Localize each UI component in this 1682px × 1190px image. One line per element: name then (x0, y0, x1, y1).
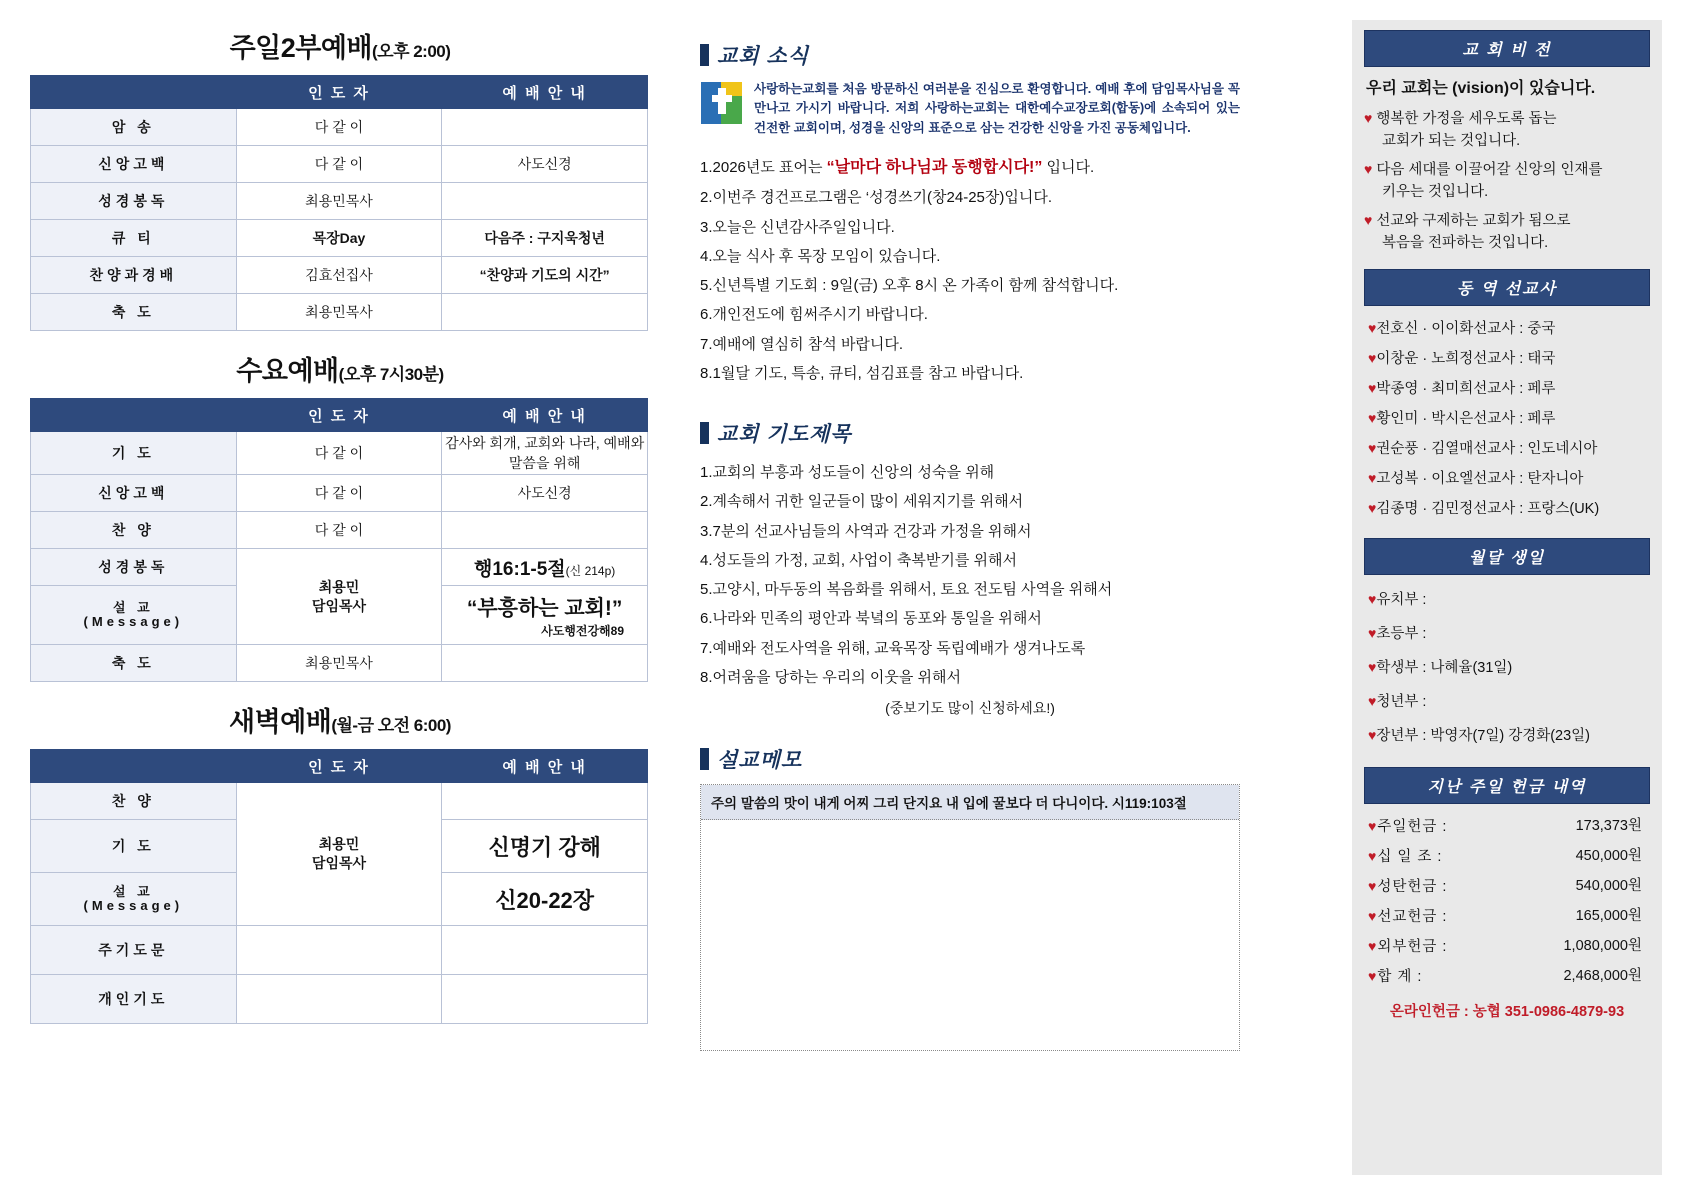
scripture-page: (신 214p) (565, 563, 616, 578)
service-subtitle-text: (월-금 오전 6:00) (331, 716, 451, 735)
notice-number: 1. (700, 159, 713, 177)
row-label: 찬 양 (31, 512, 237, 549)
service-block-dawn (30, 700, 650, 1024)
heart-icon: ♥ (1368, 818, 1378, 835)
birthday-group: 장년부 : 박영자(7일) 강경화(23일) (1376, 728, 1591, 745)
missionary-name: 황인미 · 박시은선교사 : 페루 (1376, 410, 1556, 427)
service-title-text: 주일2부예배 (229, 33, 372, 63)
col-head-blank (31, 750, 237, 783)
list-item (700, 359, 1240, 388)
list-item (700, 183, 1240, 212)
col-head-blank (31, 399, 237, 432)
row-label: 축 도 (31, 294, 237, 331)
heart-icon: ♥ (1368, 439, 1377, 456)
row-leader: 최용민목사 (236, 294, 442, 331)
table-row (31, 432, 648, 475)
section-header-memo (700, 744, 1240, 774)
heart-icon: ♥ (1368, 908, 1378, 925)
row-info: 다음주 : 구지욱청년 (442, 220, 648, 257)
list-item: 1.교회의 부흥과 성도들이 신앙의 성숙을 위해 (700, 464, 995, 482)
table-row (31, 183, 648, 220)
heart-icon: ♥ (1368, 658, 1377, 675)
row-label: 기 도 (31, 432, 237, 475)
service-table-sunday (30, 75, 648, 331)
col-head-info: 예 배 안 내 (442, 750, 648, 783)
service-title-text: 새벽예배 (229, 707, 332, 737)
list-item (1364, 374, 1650, 404)
row-label: 찬양과경배 (31, 257, 237, 294)
notice-list (700, 152, 1240, 388)
offering-amount: 540,000원 (1575, 878, 1642, 895)
notice-text: 오늘은 신년감사주일입니다. (712, 218, 895, 236)
service-block-sunday (30, 26, 650, 331)
offering-name: ♥성탄헌금 : (1368, 878, 1448, 896)
row-leader: 다 같 이 (236, 512, 442, 549)
table-row (31, 512, 648, 549)
bible-icon (700, 80, 744, 126)
list-item (700, 152, 1240, 183)
row-info: “찬양과 기도의 시간” (442, 257, 648, 294)
heart-icon: ♥ (1368, 968, 1378, 985)
list-item (1364, 617, 1650, 651)
table-row (1364, 842, 1650, 872)
missionary-name: 고성복 · 이요엘선교사 : 탄자니아 (1376, 470, 1584, 487)
notice-number: 8. (700, 364, 713, 382)
heart-icon: ♥ (1364, 211, 1373, 228)
section-title-news: 교회 소식 (717, 45, 809, 68)
notice-number: 7. (700, 335, 713, 353)
row-label: 개인기도 (31, 975, 237, 1024)
row-label: 축 도 (31, 645, 237, 682)
leader-role: 담임목사 (311, 597, 367, 614)
offering-amount: 2,468,000원 (1563, 968, 1642, 985)
row-info: 사도신경 (442, 146, 648, 183)
online-offering-info: 온라인헌금 : 농협 351-0986-4879-93 (1389, 1004, 1625, 1021)
heart-icon: ♥ (1364, 110, 1373, 126)
list-item (1364, 434, 1650, 464)
table-row (31, 926, 648, 975)
table-row (31, 294, 648, 331)
heart-icon: ♥ (1368, 349, 1377, 366)
list-item (1364, 314, 1650, 344)
heart-icon: ♥ (1368, 624, 1377, 641)
leader-role: 담임목사 (311, 855, 367, 871)
row-label: 신앙고백 (31, 146, 237, 183)
col-head-leader: 인 도 자 (236, 76, 442, 109)
row-label: 성경봉독 (31, 549, 237, 586)
offering-name: ♥외부헌금 : (1368, 938, 1448, 956)
row-info: 감사와 회개, 교회와 나라, 예배와 말씀을 위해 (442, 432, 648, 475)
row-info (442, 512, 648, 549)
heart-icon: ♥ (1368, 499, 1377, 516)
service-block-wednesday (30, 349, 650, 682)
list-item (1364, 108, 1650, 153)
list-item: 5.고양시, 마두동의 복음화를 위해서, 토요 전도팀 사역을 위해서 (700, 581, 1113, 599)
scripture-ref: 행16:1-5절 (474, 558, 566, 580)
row-info: 사도신경 (442, 475, 648, 512)
birthday-group: 유치부 : (1376, 591, 1427, 608)
heart-icon: ♥ (1368, 590, 1377, 607)
birthday-group: 청년부 : (1376, 694, 1427, 710)
vision-block (1364, 30, 1650, 255)
row-label: 성경봉독 (31, 183, 237, 220)
list-item (1364, 464, 1650, 494)
birthday-group: 초등부 : (1376, 625, 1427, 642)
service-table-wednesday (30, 398, 648, 682)
notice-number: 3. (700, 218, 713, 236)
col-head-blank (31, 76, 237, 109)
row-label: 주기도문 (31, 926, 237, 975)
list-item (1364, 685, 1650, 719)
notice-text: 신년특별 기도회 : 9일(금) 오후 8시 온 가족이 함께 참석합니다. (712, 277, 1119, 295)
vision-item-line2: 복음을 전파하는 것입니다. (1382, 235, 1549, 252)
row-leader-merged (236, 783, 442, 926)
row-label: 기 도 (31, 820, 237, 873)
right-column (1352, 20, 1662, 1175)
section-header-news (700, 40, 1240, 70)
list-item (1364, 404, 1650, 434)
leader-name: 최용민 (318, 578, 360, 595)
offering-amount: 165,000원 (1575, 908, 1642, 925)
missionary-title: 동 역 선교사 (1364, 269, 1650, 306)
vision-item-line2: 키우는 것입니다. (1382, 184, 1489, 201)
service-title-text: 수요예배 (236, 356, 339, 386)
list-item (1364, 344, 1650, 374)
prayer-note: (중보기도 많이 신청하세요!) (885, 700, 1055, 717)
offering-amount: 450,000원 (1575, 848, 1642, 865)
service-subtitle-text: (오후 7시30분) (338, 365, 444, 384)
table-row (31, 220, 648, 257)
memo-verse-text: 주의 말씀의 맛이 내게 어찌 그리 단지요 내 입에 꿀보다 더 다니이다. 시119:103절 (701, 785, 1239, 820)
vision-item-line1: 선교와 구제하는 교회가 됨으로 (1376, 212, 1571, 229)
notice-text: 오늘 식사 후 목장 모임이 있습니다. (712, 247, 941, 265)
notice-text: 예배에 열심히 참석 바랍니다. (712, 335, 904, 353)
heart-icon: ♥ (1368, 469, 1377, 486)
row-label: 찬 양 (31, 783, 237, 820)
table-row (31, 109, 648, 146)
table-row-scripture (31, 549, 648, 586)
row-leader (236, 926, 442, 975)
table-row (1364, 872, 1650, 902)
list-item (1364, 719, 1650, 753)
table-header-row (31, 76, 648, 109)
row-info (442, 294, 648, 331)
vision-item-line1: 다음 세대를 이끌어갈 신앙의 인재를 (1376, 161, 1603, 178)
welcome-block (700, 80, 1240, 138)
dawn-series: 신명기 강해 (442, 820, 648, 873)
table-header-row (31, 399, 648, 432)
birthday-block (1364, 538, 1650, 753)
list-item (1364, 583, 1650, 617)
notice-text: 개인전도에 힘써주시기 바랍니다. (712, 306, 928, 324)
heart-icon: ♥ (1368, 693, 1377, 709)
notice-text: 2026년도 표어는 (712, 159, 827, 177)
table-row (1364, 932, 1650, 962)
row-leader: 다 같 이 (236, 475, 442, 512)
service-title-dawn (30, 700, 650, 739)
row-scripture (442, 549, 648, 586)
row-label-main: 설 교 (112, 599, 154, 615)
section-header-prayer (700, 418, 1240, 448)
missionary-name: 김종명 · 김민정선교사 : 프랑스(UK) (1376, 500, 1600, 517)
row-leader: 다 같 이 (236, 109, 442, 146)
row-leader: 목장Day (236, 220, 442, 257)
vision-lead: 우리 교회는 (vision)이 있습니다. (1366, 80, 1596, 97)
section-bar-icon (700, 44, 709, 66)
table-row (1364, 812, 1650, 842)
row-info (442, 783, 648, 820)
row-info (442, 975, 648, 1024)
row-label-sub: (Message) (83, 614, 184, 629)
table-row (31, 783, 648, 820)
row-label (31, 586, 237, 645)
list-item: 4.성도들의 가정, 교회, 사업이 축복받기를 위해서 (700, 551, 1017, 569)
table-row (31, 146, 648, 183)
list-item: 3.7분의 선교사님들의 사역과 건강과 가정을 위해서 (700, 522, 1032, 540)
service-title-sunday (30, 26, 650, 65)
row-label (31, 873, 237, 926)
list-item (700, 213, 1240, 242)
missionary-name: 이창운 · 노희정선교사 : 태국 (1376, 350, 1556, 367)
row-leader: 다 같 이 (236, 432, 442, 475)
heart-icon: ♥ (1368, 319, 1377, 336)
col-head-leader: 인 도 자 (236, 399, 442, 432)
list-item (700, 242, 1240, 271)
list-item: 7.예배와 전도사역을 위해, 교육목장 독립예배가 생겨나도록 (700, 639, 1086, 657)
table-row (1364, 902, 1650, 932)
offering-name: ♥합 계 : (1368, 968, 1423, 986)
table-header-row (31, 750, 648, 783)
middle-column (700, 40, 1240, 1051)
birthday-group: 학생부 : 나혜율(31일) (1376, 659, 1513, 676)
row-label-sub: (Message) (83, 898, 184, 913)
list-item (700, 330, 1240, 359)
table-row (1364, 962, 1650, 992)
heart-icon: ♥ (1368, 379, 1377, 396)
notice-number: 4. (700, 247, 713, 265)
welcome-text: 사랑하는교회를 처음 방문하신 여러분을 진심으로 환영합니다. 예배 후에 담임목사님을 꼭 만나고 가시기 바랍니다. 저희 사랑하는교회는 대한예수교장로회(합동)에 소속되어 있는 건전한 교회이며, 성경을 신앙의 표준으로 삼는 건강한 신앙을 가진 공동체입니다. (754, 82, 1240, 135)
offering-amount: 1,080,000원 (1563, 938, 1642, 955)
row-leader-merged (236, 549, 442, 645)
left-column (30, 20, 650, 1024)
row-leader (236, 975, 442, 1024)
row-leader: 최용민목사 (236, 183, 442, 220)
offering-amount: 173,373원 (1575, 818, 1642, 835)
table-row (31, 475, 648, 512)
dawn-passage: 신20-22장 (442, 873, 648, 926)
heart-icon: ♥ (1364, 160, 1373, 177)
service-title-wednesday (30, 349, 650, 388)
notice-text: 이번주 경건프로그램은 ‘성경쓰기(창24-25장)입니다. (712, 189, 1053, 207)
col-head-leader: 인 도 자 (236, 750, 442, 783)
missionary-name: 권순풍 · 김열매선교사 : 인도네시아 (1376, 440, 1598, 457)
col-head-info: 예 배 안 내 (442, 76, 648, 109)
row-info (442, 109, 648, 146)
offering-name: ♥십 일 조 : (1368, 848, 1443, 866)
heart-icon: ♥ (1368, 409, 1377, 426)
row-sermon (442, 586, 648, 645)
row-label: 큐 티 (31, 220, 237, 257)
list-item: 6.나라와 민족의 평안과 북녘의 동포와 통일을 위해서 (700, 610, 1042, 628)
row-label-main: 설 교 (112, 883, 154, 899)
heart-icon: ♥ (1368, 848, 1378, 865)
notice-highlight: “날마다 하나님과 동행합시다!” (826, 159, 1043, 177)
notice-number: 2. (700, 189, 713, 207)
row-leader: 김효선집사 (236, 257, 442, 294)
leader-name: 최용민 (318, 836, 360, 853)
notice-number: 6. (700, 306, 713, 324)
vision-item-line2: 교회가 되는 것입니다. (1382, 133, 1521, 150)
list-item (1364, 159, 1650, 204)
row-info (442, 645, 648, 682)
heart-icon: ♥ (1368, 938, 1378, 955)
sermon-memo-box[interactable] (700, 784, 1240, 1051)
section-bar-icon (700, 422, 709, 444)
row-info (442, 926, 648, 975)
row-info (442, 183, 648, 220)
list-item (700, 300, 1240, 329)
missionary-block (1364, 269, 1650, 524)
list-item (1364, 210, 1650, 255)
row-leader: 다 같 이 (236, 146, 442, 183)
service-table-dawn (30, 749, 648, 1024)
table-row (31, 645, 648, 682)
row-label: 암 송 (31, 109, 237, 146)
table-row (31, 257, 648, 294)
col-head-info: 예 배 안 내 (442, 399, 648, 432)
section-bar-icon (700, 748, 709, 770)
offering-name: ♥주일헌금 : (1368, 818, 1448, 836)
prayer-list (700, 458, 1240, 692)
heart-icon: ♥ (1368, 727, 1377, 744)
heart-icon: ♥ (1368, 878, 1378, 895)
sermon-title: “부흥하는 교회!” (466, 596, 623, 620)
notice-text: 1월달 기도, 특송, 큐티, 섬김표를 참고 바랍니다. (712, 364, 1024, 382)
row-label: 신앙고백 (31, 475, 237, 512)
list-item: 2.계속해서 귀한 일군들이 많이 세워지기를 위해서 (700, 493, 1024, 511)
list-item: 8.어려움을 당하는 우리의 이웃을 위해서 (700, 668, 962, 686)
section-title-memo: 설교메모 (717, 749, 803, 773)
notice-number: 5. (700, 277, 713, 295)
offering-title: 지난 주일 헌금 내역 (1364, 767, 1650, 804)
row-leader: 최용민목사 (236, 645, 442, 682)
list-item (1364, 494, 1650, 524)
vision-item-line1: 행복한 가정을 세우도록 돕는 (1376, 111, 1557, 127)
section-title-prayer: 교회 기도제목 (717, 423, 852, 447)
service-subtitle-text: (오후 2:00) (372, 42, 451, 61)
birthday-title: 월달 생일 (1364, 538, 1650, 575)
list-item (1364, 651, 1650, 685)
offering-name: ♥선교헌금 : (1368, 908, 1448, 926)
table-row (31, 975, 648, 1024)
list-item (700, 271, 1240, 300)
sermon-series: 사도행전강해89 (541, 623, 624, 638)
missionary-name: 전호신 · 이이화선교사 : 중국 (1376, 320, 1556, 337)
bible-icon-svg (700, 80, 744, 126)
offering-block (1364, 767, 1650, 1021)
vision-title: 교 회 비 전 (1364, 30, 1650, 67)
missionary-name: 박종영 · 최미희선교사 : 페루 (1376, 380, 1556, 397)
notice-tail: 입니다. (1042, 159, 1095, 177)
